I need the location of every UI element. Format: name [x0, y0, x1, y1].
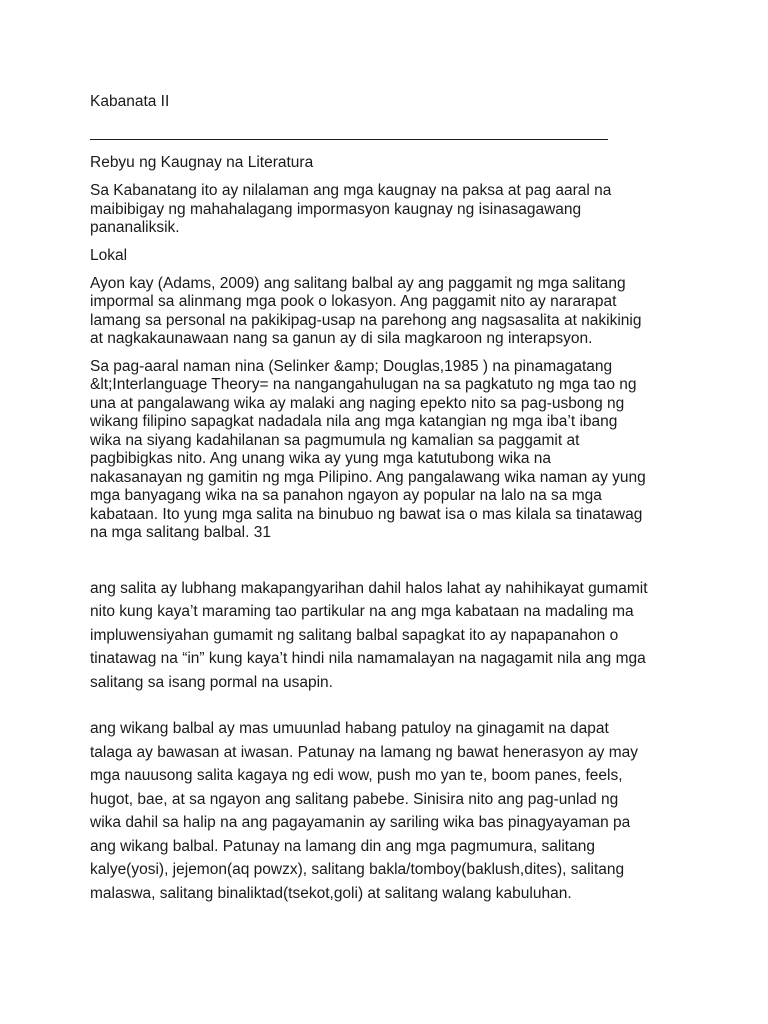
text-line: mga banyagang wika na sa panahon ngayon ay popular na lalo na sa mga — [90, 487, 602, 504]
text-line: salitang sa isang pormal na usapin. — [90, 673, 333, 691]
text-line: ang wikang balbal ay mas umuunlad habang patuloy na ginagamit na dapat — [90, 720, 609, 737]
text-line: impormal sa alinmang mga pook o lokasyon. Ang paggamit nito ay nararapat — [90, 293, 617, 310]
text-line: impluwensiyahan gumamit ng salitang balbal sapagkat ito ay napapanahon o — [90, 626, 619, 644]
paragraph-selinker — [90, 358, 690, 543]
text-line: hugot, bae, at sa ngayon ang salitang pabebe. Sinisira nito ang pag-unlad ng — [90, 790, 619, 808]
intro-paragraph — [90, 182, 690, 238]
text-line: nito kung kaya’t maraming tao partikular na ang mga kabataan na madaling ma — [90, 603, 634, 620]
text-line: maibibigay ng mahahalagang impormasyon kaugnay ng isinasagawang — [90, 200, 582, 218]
text-line: kabataan. Ito yung mga salita na binubuo ng bawat isa o mas kilala sa tinatawag — [90, 505, 643, 523]
text-line: wika dahil sa halip na ang pagayamanin ay sariling wika bas pinagyayaman pa — [90, 814, 631, 831]
text-line: Ayon kay (Adams, 2009) ang salitang balbal ay ang paggamit ng mga salitang — [90, 274, 626, 292]
section-title: Rebyu ng Kaugnay na Literatura — [90, 154, 314, 171]
document-page — [90, 92, 690, 905]
text-line: ang wikang balbal. Patunay na lamang din ang mga pagmumura, salitang — [90, 837, 595, 855]
paragraph-salita — [90, 577, 690, 695]
text-line: una at pangalawang wika ay malaki ang naging epekto nito sa pag-usbong ng — [90, 394, 625, 412]
text-line: na mga salitang balbal. 31 — [90, 524, 271, 541]
text-line: wika na siyang kadahilanan sa pagmumula ng kamalian sa paggamit at — [90, 431, 580, 449]
text-line: nakasanayan ng gamitin ng mga Pilipino. Ang pangalawang wika naman ay yung — [90, 468, 646, 486]
paragraph-wikang-balbal — [90, 717, 690, 905]
text-line: mga nauusong salita kagaya ng edi wow, push mo yan te, boom panes, feels, — [90, 767, 623, 784]
text-line: pagbibigkas nito. Ang unang wika ay yung mga katutubong wika na — [90, 450, 552, 467]
text-line: ang salita ay lubhang makapangyarihan dahil halos lahat ay nahihikayat gumamit — [90, 579, 648, 597]
horizontal-rule — [90, 139, 608, 140]
text-line: lamang sa personal na pakikipag-usap na parehong ang nagsasalita at nakikinig — [90, 311, 642, 329]
text-line: malaswa, salitang binaliktad(tsekot,goli) at salitang walang kabuluhan. — [90, 884, 572, 902]
text-line: kalye(yosi), jejemon(aq powzx), salitang bakla/tomboy(baklush,dites), salitang — [90, 861, 625, 878]
text-line: Sa pag-aaral naman nina (Selinker &amp; Douglas,1985 ) na pinamagatang — [90, 357, 613, 375]
text-line: wikang filipino sapagkat nadadala nila ang mga katangian ng mga iba’t ibang — [90, 413, 618, 430]
text-line: talaga ay bawasan at iwasan. Patunay na lamang ng bawat henerasyon ay may — [90, 743, 639, 761]
text-line: at nagkakaunawaan nang sa ganun ay di sila magkaroon ng interapsyon. — [90, 330, 593, 347]
text-line: Sa Kabanatang ito ay nilalaman ang mga kaugnay na paksa at pag aaral na — [90, 182, 612, 199]
chapter-heading: Kabanata II — [90, 93, 170, 110]
subsection-title: Lokal — [90, 246, 128, 264]
text-line: pananaliksik. — [90, 219, 180, 236]
paragraph-adams — [90, 275, 690, 349]
text-line: &lt;Interlanguage Theory= na nangangahulugan na sa pagkatuto ng mga tao ng — [90, 376, 637, 393]
text-line: tinatawag na “in” kung kaya’t hindi nila namamalayan na nagagamit nila ang mga — [90, 650, 646, 667]
